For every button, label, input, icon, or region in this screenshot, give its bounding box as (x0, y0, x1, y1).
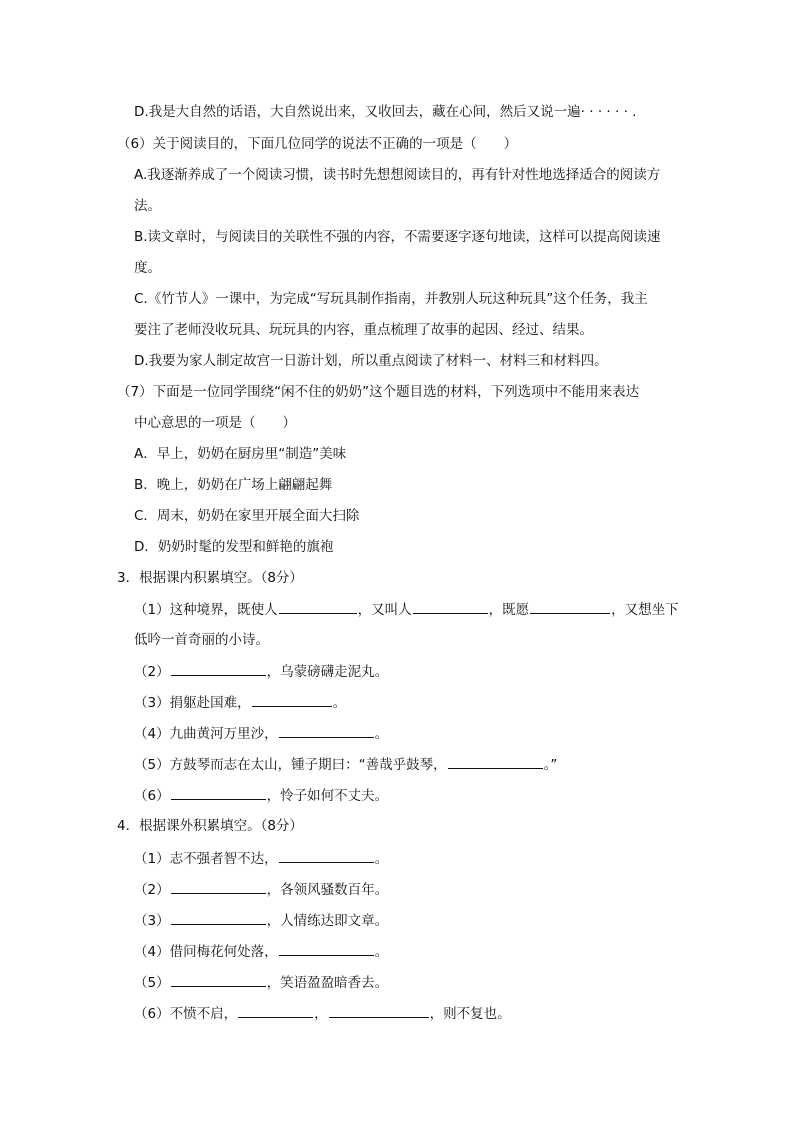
answer-blank[interactable] (279, 599, 357, 614)
q3-item1-text-d: ，又想坐下 (611, 602, 679, 618)
q6-stem: （6）关于阅读目的，下面几位同学的说法不正确的一项是（ ） (117, 136, 518, 152)
q3-item3 (134, 692, 346, 712)
answer-blank[interactable] (279, 848, 374, 863)
q3-item2-text-a: （2） (134, 664, 170, 680)
q7-stem-line2: 中心意思的一项是（ ） (134, 415, 296, 431)
answer-blank[interactable] (448, 754, 543, 769)
q4-item4-text-b: 。 (374, 944, 389, 960)
answer-blank[interactable] (171, 879, 266, 894)
q6-option-a-line1: A.我逐渐养成了一个阅读习惯，读书时先想想阅读目的，再有针对性地选择适合的阅读方 (134, 167, 661, 183)
q3-item3-text-a: （3）捐躯赴国难， (134, 695, 251, 711)
q6-option-c-line1: C.《竹节人》一课中，为完成“写玩具制作指南，并教别人玩这种玩具”这个任务，我主 (134, 291, 648, 307)
q4-item2 (134, 879, 388, 899)
answer-blank[interactable] (238, 1003, 313, 1018)
q4-title: 4．根据课外积累填空。（8分） (117, 818, 303, 834)
q4-item5-text-b: ，笑语盈盈暗香去。 (266, 975, 389, 991)
q6-option-b-line2: 度。 (134, 260, 161, 276)
answer-blank[interactable] (171, 910, 266, 925)
q4-item5 (134, 972, 388, 992)
answer-blank[interactable] (252, 692, 332, 707)
q7-option-b: B．晚上，奶奶在广场上翩翩起舞 (134, 477, 333, 493)
q7-stem-line1: （7）下面是一位同学围绕“闲不住的奶奶”这个题目选的材料，下列选项中不能用来表达 (117, 384, 640, 400)
q7-option-a: A．早上，奶奶在厨房里“制造”美味 (134, 446, 347, 462)
q4-item6 (134, 1003, 511, 1023)
q4-item6-text-b: ， (314, 1006, 328, 1022)
q4-item1-text-b: 。 (374, 851, 389, 867)
q3-item1 (134, 599, 679, 619)
q3-item5-text-b: 。” (543, 757, 558, 773)
q3-item2 (134, 661, 388, 681)
q3-item4-text-a: （4）九曲黄河万里沙， (134, 726, 278, 742)
answer-blank[interactable] (171, 785, 266, 800)
answer-blank[interactable] (279, 941, 374, 956)
q4-item3-text-b: ，人情练达即文章。 (266, 913, 389, 929)
q7-option-d: D．奶奶时髦的发型和鲜艳的旗袍 (134, 539, 334, 555)
q3-item1-text-a: （1）这种境界，既使人 (134, 602, 278, 618)
q3-title: 3．根据课内积累填空。（8分） (117, 570, 303, 586)
answer-blank[interactable] (171, 972, 266, 987)
q3-item6-text-b: ，怜子如何不丈夫。 (266, 788, 389, 804)
q5-option-d: D.我是大自然的话语，大自然说出来，又收回去，藏在心间，然后又说一遍· · · · · · . (134, 104, 637, 120)
q4-item3 (134, 910, 388, 930)
q3-item4 (134, 723, 388, 743)
q3-item6-text-a: （6） (134, 788, 170, 804)
q4-item6-text-a: （6）不愤不启， (134, 1006, 238, 1022)
answer-blank[interactable] (413, 599, 488, 614)
q4-item5-text-a: （5） (134, 975, 170, 991)
q3-item1-line2: 低吟一首奇丽的小诗。 (134, 632, 269, 648)
q4-item4-text-a: （4）借问梅花何处落， (134, 944, 278, 960)
q3-item6 (134, 785, 388, 805)
q3-item4-text-b: 。 (374, 726, 389, 742)
answer-blank[interactable] (279, 723, 374, 738)
q4-item3-text-a: （3） (134, 913, 170, 929)
q6-option-d: D.我要为家人制定故宫一日游计划，所以重点阅读了材料一、材料三和材料四。 (134, 353, 608, 369)
q6-option-b-line1: B.读文章时，与阅读目的关联性不强的内容，不需要逐字逐句地读，这样可以提高阅读速 (134, 229, 661, 245)
q4-item1-text-a: （1）志不强者智不达， (134, 851, 278, 867)
q4-item2-text-b: ，各领风骚数百年。 (266, 882, 389, 898)
q4-item4 (134, 941, 388, 961)
q3-item5 (134, 754, 557, 774)
answer-blank[interactable] (171, 661, 266, 676)
q3-item1-text-b: ，又叫人 (357, 602, 412, 618)
q3-item1-text-c: ，既愿 (488, 602, 530, 618)
q6-option-c-line2: 要注了老师没收玩具、玩玩具的内容，重点梳理了故事的起因、经过、结果。 (134, 322, 593, 338)
q4-item6-text-c: ，则不复也。 (429, 1006, 511, 1022)
answer-blank[interactable] (530, 599, 610, 614)
q3-item5-text-a: （5）方鼓琴而志在太山，锺子期曰：“善哉乎鼓琴， (134, 757, 447, 773)
q6-option-a-line2: 法。 (134, 198, 161, 214)
q3-item3-text-b: 。 (332, 695, 347, 711)
q7-option-c: C．周末，奶奶在家里开展全面大扫除 (134, 508, 360, 524)
q4-item1 (134, 848, 388, 868)
q4-item2-text-a: （2） (134, 882, 170, 898)
answer-blank[interactable] (329, 1003, 429, 1018)
q3-item2-text-b: ，乌蒙磅礴走泥丸。 (266, 664, 389, 680)
